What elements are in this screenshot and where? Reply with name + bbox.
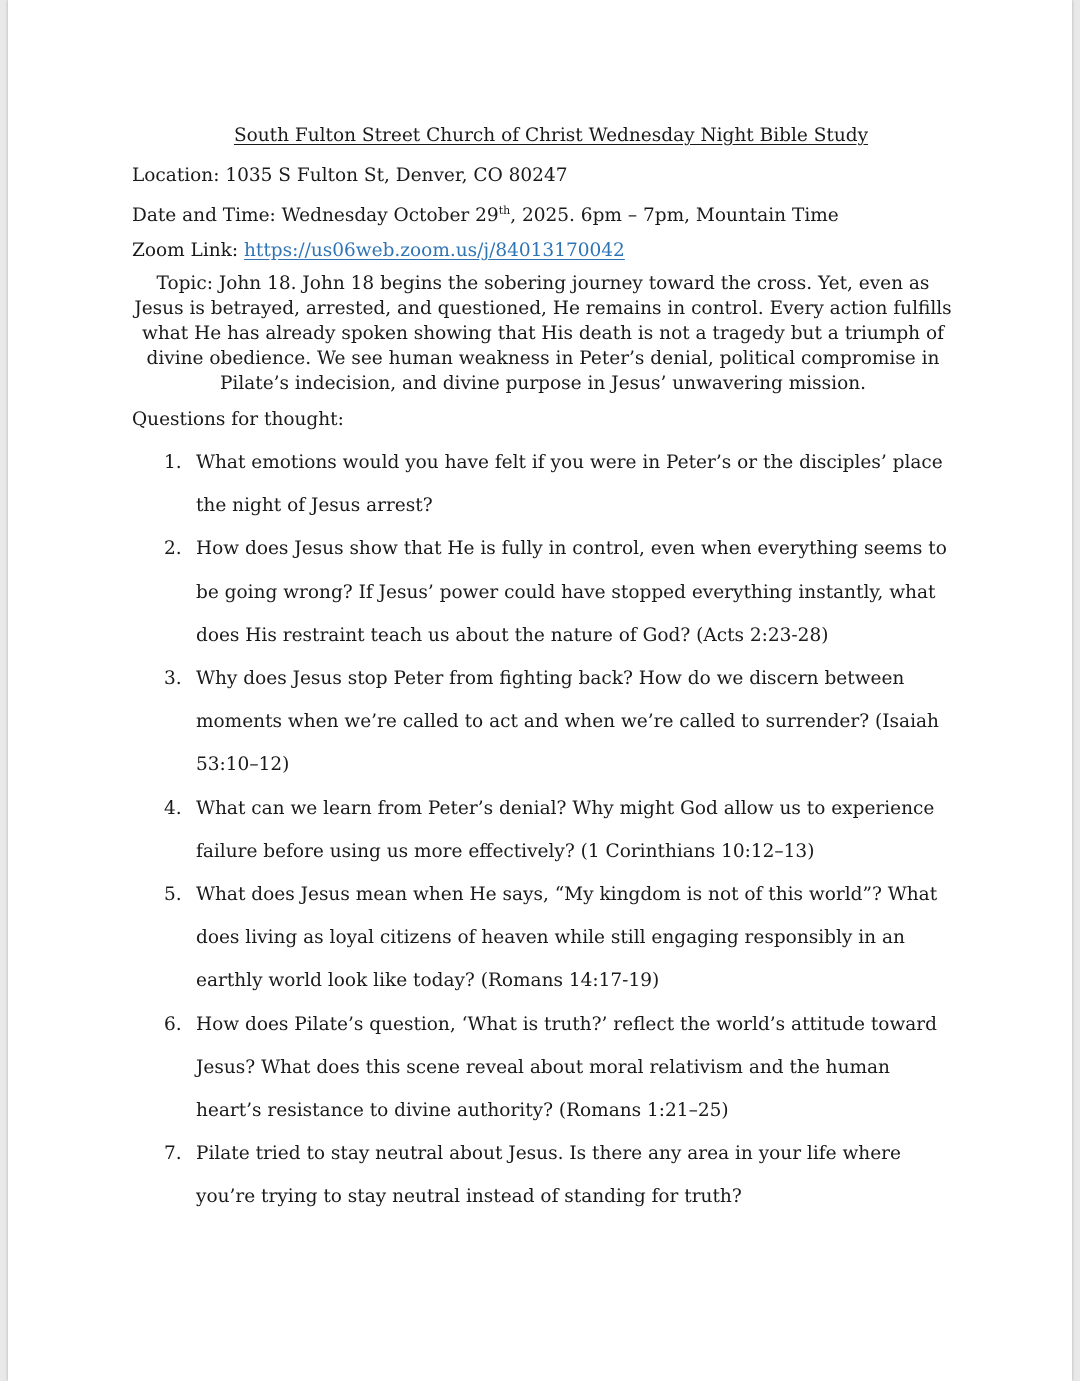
question-text: Pilate tried to stay neutral about Jesus. Is there any area in your life where you’re trying to stay neutral instead of standing for truth?: [196, 1143, 901, 1208]
zoom-link[interactable]: https://us06web.zoom.us/j/84013170042: [244, 240, 625, 261]
question-text: How does Jesus show that He is fully in control, even when everything seems to be going wrong? If Jesus’ power could have stopped everything instantly, what does His restraint teach us about the nature of God? (Acts 2:23-28): [196, 538, 947, 646]
question-item-3: [132, 657, 952, 787]
document-title: South Fulton Street Church of Christ Wednesday Night Bible Study: [233, 125, 869, 146]
question-text: Why does Jesus stop Peter from fighting back? How do we discern between moments when we’re called to act and when we’re called to surrender? (Isaiah 53:10–12): [196, 668, 939, 776]
question-text: How does Pilate’s question, ‘What is truth?’ reflect the world’s attitude toward Jesus? What does this scene reveal about moral relativism and the human heart’s resistance to divine authority? (Romans 1:21–25): [196, 1013, 937, 1122]
question-item-2: [132, 527, 952, 657]
datetime-line: [132, 193, 952, 233]
question-number: 6.: [164, 1013, 182, 1035]
question-text: What emotions would you have felt if you were in Peter’s or the disciples’ place the night of Jesus arrest?: [196, 452, 943, 517]
question-number: 1.: [164, 452, 182, 473]
datetime-value: [282, 205, 839, 226]
zoom-label: Zoom Link:: [132, 240, 239, 261]
question-number: 2.: [164, 538, 182, 560]
question-text: What does Jesus mean when He says, “My kingdom is not of this world”? What does living as loyal citizens of heaven while still engaging responsibly in an earthly world look like today? (Romans 14:17-19): [196, 884, 938, 992]
question-item-1: [132, 441, 952, 527]
document-content: [132, 122, 952, 1219]
question-number: 5.: [164, 884, 182, 906]
topic-paragraph: Topic: John 18. John 18 begins the sobering journey toward the cross. Yet, even as Jesus is betrayed, arrested, and questioned, He remains in control. Every action fulfills what He has already spoken showing that His death is not a tragedy but a triumph of divine obedience. We see human weakness in Peter’s denial, political compromise in Pilate’s indecision, and divine purpose in Jesus’ unwavering mission.: [134, 273, 952, 394]
datetime-ordinal: th: [498, 204, 511, 217]
question-item-5: [132, 873, 952, 1003]
datetime-label: Date and Time:: [132, 205, 276, 226]
questions-list: [132, 441, 952, 1219]
question-number: 4.: [164, 797, 182, 819]
document-page: [8, 0, 1072, 1381]
question-item-6: [132, 1003, 952, 1133]
location-label: Location:: [132, 165, 220, 186]
zoom-line: [132, 233, 952, 268]
question-item-7: [132, 1132, 952, 1218]
datetime-date: Wednesday October 29: [281, 205, 499, 226]
location-value: 1035 S Fulton St, Denver, CO 80247: [225, 165, 568, 186]
question-item-4: [132, 787, 952, 873]
question-number: 3.: [164, 668, 182, 690]
questions-heading: Questions for thought:: [132, 409, 344, 430]
question-number: 7.: [164, 1143, 182, 1165]
location-line: [132, 158, 952, 193]
question-text: What can we learn from Peter’s denial? Why might God allow us to experience failure before using us more effectively? (1 Corinthians 10:12–13): [196, 797, 935, 862]
datetime-rest: , 2025. 6pm – 7pm, Mountain Time: [510, 205, 839, 226]
